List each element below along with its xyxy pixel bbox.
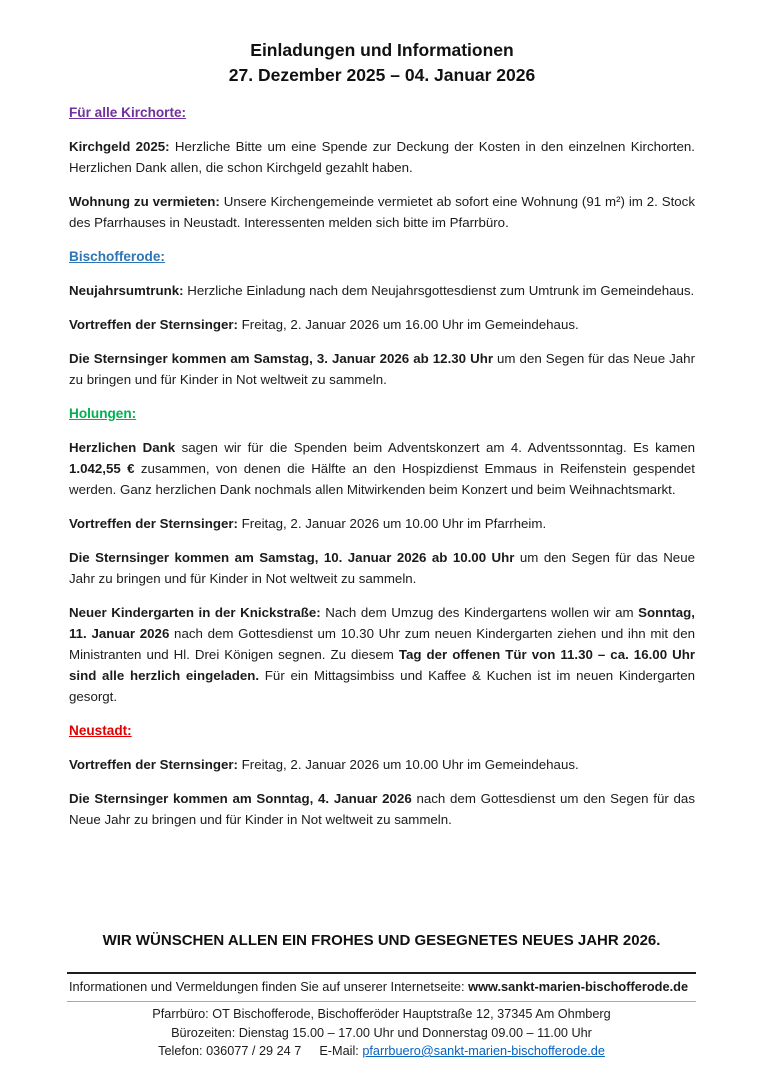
text-run: Freitag, 2. Januar 2026 um 10.00 Uhr im Gemeindehaus. xyxy=(237,757,579,772)
paragraph-wohnung xyxy=(69,191,695,233)
footer-hours: Bürozeiten: Dienstag 15.00 – 17.00 Uhr und Donnerstag 09.00 – 11.00 Uhr xyxy=(171,1025,592,1040)
text-run: um den Segen für das Neue Jahr zu bringen und für Kinder in Not weltweit zu sammeln. xyxy=(69,550,695,586)
text-run: Neuer Kindergarten in der Knickstraße: xyxy=(69,605,321,620)
paragraph-sternsinger-holungen xyxy=(69,547,695,589)
text-run: Die Sternsinger kommen am Sonntag, 4. Januar 2026 xyxy=(69,791,412,806)
text-run: Tag der offenen Tür von 11.30 – ca. 16.00 Uhr sind alle herzlich eingeladen. xyxy=(69,647,695,683)
page-title xyxy=(69,38,695,88)
text-run: Vortreffen der Sternsinger: xyxy=(69,757,238,772)
paragraph-vortreffen-holungen xyxy=(69,513,695,534)
section-heading-bischofferode: Bischofferode: xyxy=(69,249,165,264)
paragraph-kirchgeld xyxy=(69,136,695,178)
footer-info-text: Informationen und Vermeldungen finden Sie auf unserer Internetseite: xyxy=(69,979,469,994)
section-heading-holungen: Holungen: xyxy=(69,406,137,421)
text-run: Unsere Kirchengemeinde vermietet ab sofort eine Wohnung (91 m²) im 2. Stock des Pfarrhauses in Neustadt. Interessenten melden sich bitte im Pfarrbüro. xyxy=(69,194,695,230)
paragraph-vortreffen-bischofferode xyxy=(69,314,695,335)
paragraph-sternsinger-bischofferode xyxy=(69,348,695,390)
title-line-2: 27. Dezember 2025 – 04. Januar 2026 xyxy=(228,65,536,85)
text-run: nach dem Gottesdienst um 10.30 Uhr zum neuen Kindergarten ziehen und ihn mit den Ministranten und Hl. Drei Königen segnen. Zu diesem xyxy=(69,626,695,662)
text-run: Herzliche Bitte um eine Spende zur Deckung der Kosten in den einzelnen Kirchorten. Herzlichen Dank allen, die schon Kirchgeld gezahlt haben. xyxy=(69,139,695,175)
section-heading-fuer-alle-kirchorte: Für alle Kirchorte: xyxy=(69,105,187,120)
footer-email-label: E-Mail: xyxy=(319,1044,363,1058)
text-run: um den Segen für das Neue Jahr zu bringen und für Kinder in Not weltweit zu sammeln. xyxy=(69,351,696,387)
text-run: Herzlichen Dank xyxy=(69,440,176,455)
paragraph-herzlichen-dank xyxy=(69,437,695,500)
text-run: Vortreffen der Sternsinger: xyxy=(69,317,238,332)
text-run: Kirchgeld 2025: xyxy=(69,139,170,154)
text-run: Vortreffen der Sternsinger: xyxy=(69,516,238,531)
text-run: 1.042,55 € xyxy=(69,461,135,476)
footer-phone: Telefon: 036077 / 29 24 7 xyxy=(158,1044,302,1058)
text-run: Für ein Mittagsimbiss und Kaffee & Kuchen ist im neuen Kindergarten gesorgt. xyxy=(69,668,695,704)
paragraph-sternsinger-neustadt xyxy=(69,788,695,830)
text-run: Neujahrsumtrunk: xyxy=(69,283,184,298)
text-run: Die Sternsinger kommen am Samstag, 3. Januar 2026 ab 12.30 Uhr xyxy=(69,351,493,366)
text-run: Freitag, 2. Januar 2026 um 10.00 Uhr im Pfarrheim. xyxy=(237,516,547,531)
document-content xyxy=(69,38,695,843)
text-run: nach dem Gottesdienst um den Segen für das Neue Jahr zu bringen und für Kinder in Not weltweit zu sammeln. xyxy=(69,791,695,827)
title-line-1: Einladungen und Informationen xyxy=(250,40,514,60)
footer-address: Pfarrbüro: OT Bischofferode, Bischofferöder Hauptstraße 12, 37345 Am Ohmberg xyxy=(152,1007,611,1021)
text-run: Sonntag, 11. Januar 2026 xyxy=(69,605,695,641)
email-link[interactable]: pfarrbuero@sankt-marien-bischofferode.de xyxy=(362,1044,605,1058)
footer-phone-email-line xyxy=(0,1042,763,1061)
text-run: Herzliche Einladung nach dem Neujahrsgottesdienst zum Umtrunk im Gemeindehaus. xyxy=(183,283,695,298)
closing-wish: WIR WÜNSCHEN ALLEN EIN FROHES UND GESEGNETES NEUES JAHR 2026. xyxy=(102,932,661,949)
footer-contact-block xyxy=(0,1005,763,1061)
paragraph-vortreffen-neustadt xyxy=(69,754,695,775)
paragraph-kindergarten xyxy=(69,602,695,707)
paragraph-neujahrsumtrunk xyxy=(69,280,695,301)
footer-info-line xyxy=(69,977,695,997)
text-run: Die Sternsinger kommen am Samstag, 10. Januar 2026 ab 10.00 Uhr xyxy=(69,550,515,565)
text-run: Freitag, 2. Januar 2026 um 16.00 Uhr im Gemeindehaus. xyxy=(237,317,579,332)
footer-website: www.sankt-marien-bischofferode.de xyxy=(468,979,689,994)
footer-divider-thick xyxy=(67,972,696,974)
text-run: zusammen, von denen die Hälfte an den Hospizdienst Emmaus in Reifenstein gespendet werden. Ganz herzlichen Dank nochmals allen Mitwirkenden beim Konzert und beim Weihnachtsmarkt. xyxy=(69,461,695,497)
text-run: Wohnung zu vermieten: xyxy=(69,194,220,209)
footer-divider-thin xyxy=(67,1001,696,1002)
section-heading-neustadt: Neustadt: xyxy=(69,723,132,738)
text-run: sagen wir für die Spenden beim Adventskonzert am 4. Adventssonntag. Es kamen xyxy=(175,440,695,455)
text-run: Nach dem Umzug des Kindergartens wollen wir am xyxy=(320,605,639,620)
